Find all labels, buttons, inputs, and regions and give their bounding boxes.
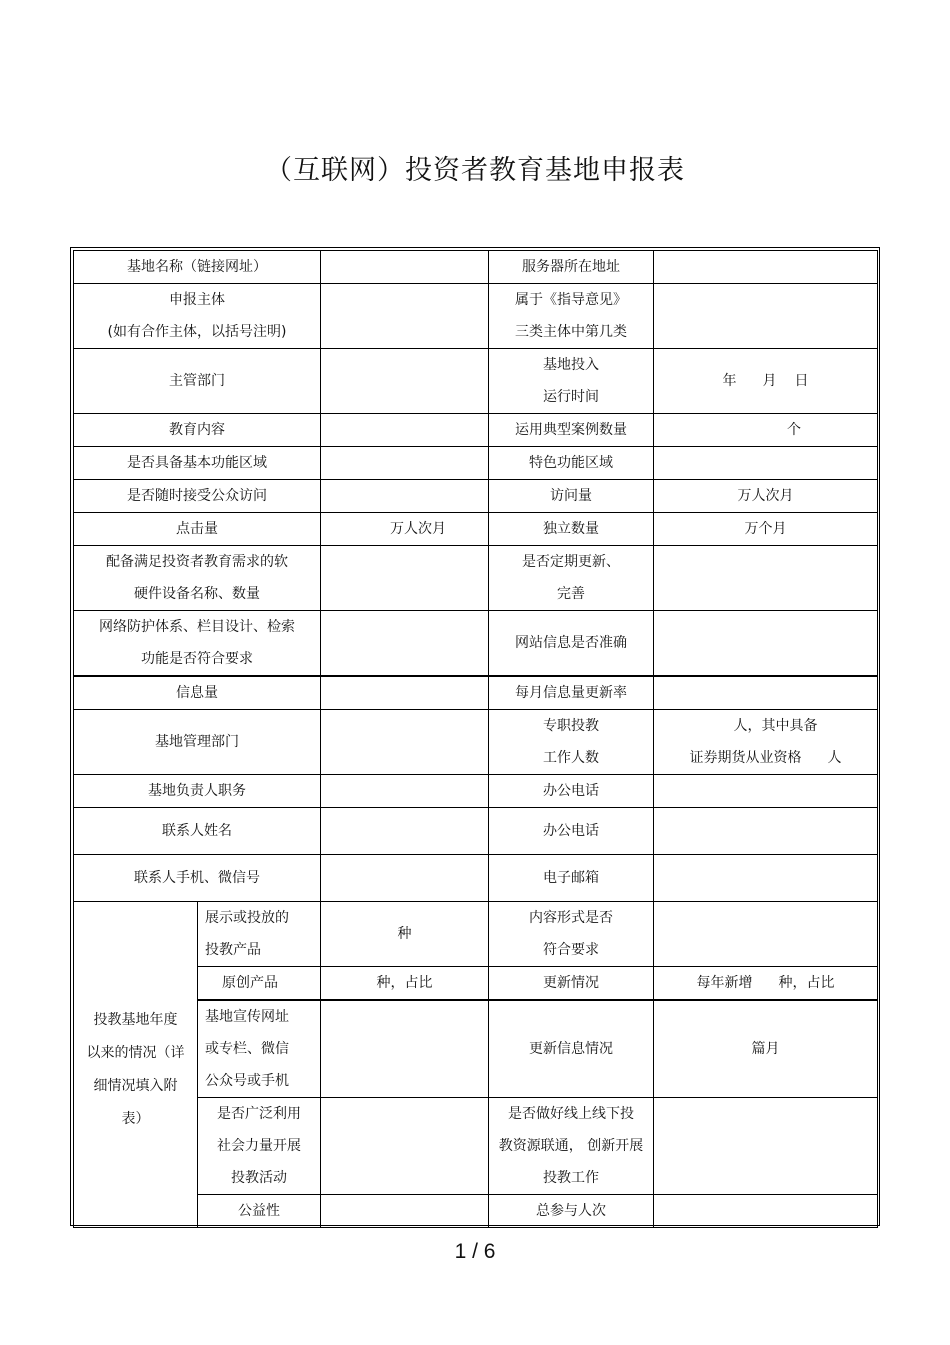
promo-url-field[interactable] [321, 1000, 489, 1098]
case-count-field[interactable]: 个 [654, 414, 878, 447]
table-row [74, 349, 878, 414]
regular-update-field[interactable] [654, 546, 878, 611]
clicks-field[interactable]: 万人次月 [321, 513, 489, 546]
network-protection-field[interactable] [321, 611, 489, 677]
application-form [70, 247, 880, 1226]
update-info-field[interactable]: 篇月 [654, 1000, 878, 1098]
total-participants-field[interactable] [654, 1195, 878, 1228]
email-field[interactable] [654, 855, 878, 902]
content-form-field[interactable] [654, 902, 878, 967]
update-status-label: 更新情况 [489, 967, 654, 1001]
visits-label: 访问量 [489, 480, 654, 513]
office-phone-label: 办公电话 [489, 775, 654, 808]
network-protection-label: 网络防护体系、栏目设计、检索 功能是否符合要求 [74, 611, 321, 677]
head-position-label: 基地负责人职务 [74, 775, 321, 808]
contact-mobile-field[interactable] [321, 855, 489, 902]
table-row [74, 775, 878, 808]
table-row [74, 414, 878, 447]
update-status-field[interactable]: 每年新增 种，占比 [654, 967, 878, 1001]
applicant-label: 申报主体 (如有合作主体，以括号注明) [74, 284, 321, 349]
table-row [74, 546, 878, 611]
server-address-label: 服务器所在地址 [489, 251, 654, 284]
annual-section-label: 投教基地年度 以来的情况（详 细情况填入附 表） [74, 902, 198, 1228]
operation-time-label: 基地投入 运行时间 [489, 349, 654, 414]
education-content-field[interactable] [321, 414, 489, 447]
staff-count-label: 专职投教 工作人数 [489, 710, 654, 775]
table-row [74, 902, 878, 967]
edu-products-field[interactable]: 种 [321, 902, 489, 967]
info-accuracy-label: 网站信息是否准确 [489, 611, 654, 677]
head-position-field[interactable] [321, 775, 489, 808]
edu-products-label: 展示或投放的 投教产品 [198, 902, 321, 967]
contact-office-phone-field[interactable] [654, 808, 878, 855]
case-count-label: 运用典型案例数量 [489, 414, 654, 447]
email-label: 电子邮箱 [489, 855, 654, 902]
public-access-field[interactable] [321, 480, 489, 513]
online-offline-field[interactable] [654, 1098, 878, 1195]
category-label: 属于《指导意见》 三类主体中第几类 [489, 284, 654, 349]
total-participants-label: 总参与人次 [489, 1195, 654, 1228]
management-dept-field[interactable] [321, 710, 489, 775]
social-forces-field[interactable] [321, 1098, 489, 1195]
public-access-label: 是否随时接受公众访问 [74, 480, 321, 513]
contact-mobile-label: 联系人手机、微信号 [74, 855, 321, 902]
office-phone-field[interactable] [654, 775, 878, 808]
info-volume-label: 信息量 [74, 676, 321, 710]
applicant-field[interactable] [321, 284, 489, 349]
feature-area-field[interactable] [654, 447, 878, 480]
table-row [74, 284, 878, 349]
monthly-update-rate-label: 每月信息量更新率 [489, 676, 654, 710]
table-row [74, 808, 878, 855]
form-table [73, 250, 878, 1228]
contact-office-phone-label: 办公电话 [489, 808, 654, 855]
original-products-field[interactable]: 种，占比 [321, 967, 489, 1001]
equipment-label: 配备满足投资者教育需求的软 硬件设备名称、数量 [74, 546, 321, 611]
equipment-field[interactable] [321, 546, 489, 611]
table-row [74, 676, 878, 710]
staff-count-field[interactable]: 人，其中具备 证券期货从业资格 人 [654, 710, 878, 775]
feature-area-label: 特色功能区域 [489, 447, 654, 480]
regular-update-label: 是否定期更新、 完善 [489, 546, 654, 611]
table-row [74, 447, 878, 480]
promo-url-label: 基地宣传网址 或专栏、微信 公众号或手机 [198, 1000, 321, 1098]
monthly-update-rate-field[interactable] [654, 676, 878, 710]
contact-name-field[interactable] [321, 808, 489, 855]
basic-area-label: 是否具备基本功能区域 [74, 447, 321, 480]
clicks-label: 点击量 [74, 513, 321, 546]
page-indicator: 1 / 6 [454, 1240, 496, 1263]
operation-time-field[interactable]: 年 月 日 [654, 349, 878, 414]
category-field[interactable] [654, 284, 878, 349]
update-info-label: 更新信息情况 [489, 1000, 654, 1098]
management-dept-label: 基地管理部门 [74, 710, 321, 775]
table-row [74, 251, 878, 284]
base-name-label: 基地名称（链接网址） [74, 251, 321, 284]
supervisor-field[interactable] [321, 349, 489, 414]
info-volume-field[interactable] [321, 676, 489, 710]
basic-area-field[interactable] [321, 447, 489, 480]
public-welfare-label: 公益性 [198, 1195, 321, 1228]
document-title: （互联网）投资者教育基地申报表 [265, 155, 685, 186]
table-row [74, 710, 878, 775]
unique-count-label: 独立数量 [489, 513, 654, 546]
content-form-label: 内容形式是否 符合要求 [489, 902, 654, 967]
public-welfare-field[interactable] [321, 1195, 489, 1228]
table-row [74, 513, 878, 546]
info-accuracy-field[interactable] [654, 611, 878, 677]
base-name-field[interactable] [321, 251, 489, 284]
server-address-field[interactable] [654, 251, 878, 284]
table-row [74, 855, 878, 902]
contact-name-label: 联系人姓名 [74, 808, 321, 855]
unique-count-field[interactable]: 万个月 [654, 513, 878, 546]
online-offline-label: 是否做好线上线下投 教资源联通， 创新开展 投教工作 [489, 1098, 654, 1195]
social-forces-label: 是否广泛利用 社会力量开展 投教活动 [198, 1098, 321, 1195]
table-row [74, 611, 878, 677]
table-row [74, 480, 878, 513]
education-content-label: 教育内容 [74, 414, 321, 447]
original-products-label: 原创产品 [198, 967, 321, 1001]
supervisor-label: 主管部门 [74, 349, 321, 414]
visits-field[interactable]: 万人次月 [654, 480, 878, 513]
